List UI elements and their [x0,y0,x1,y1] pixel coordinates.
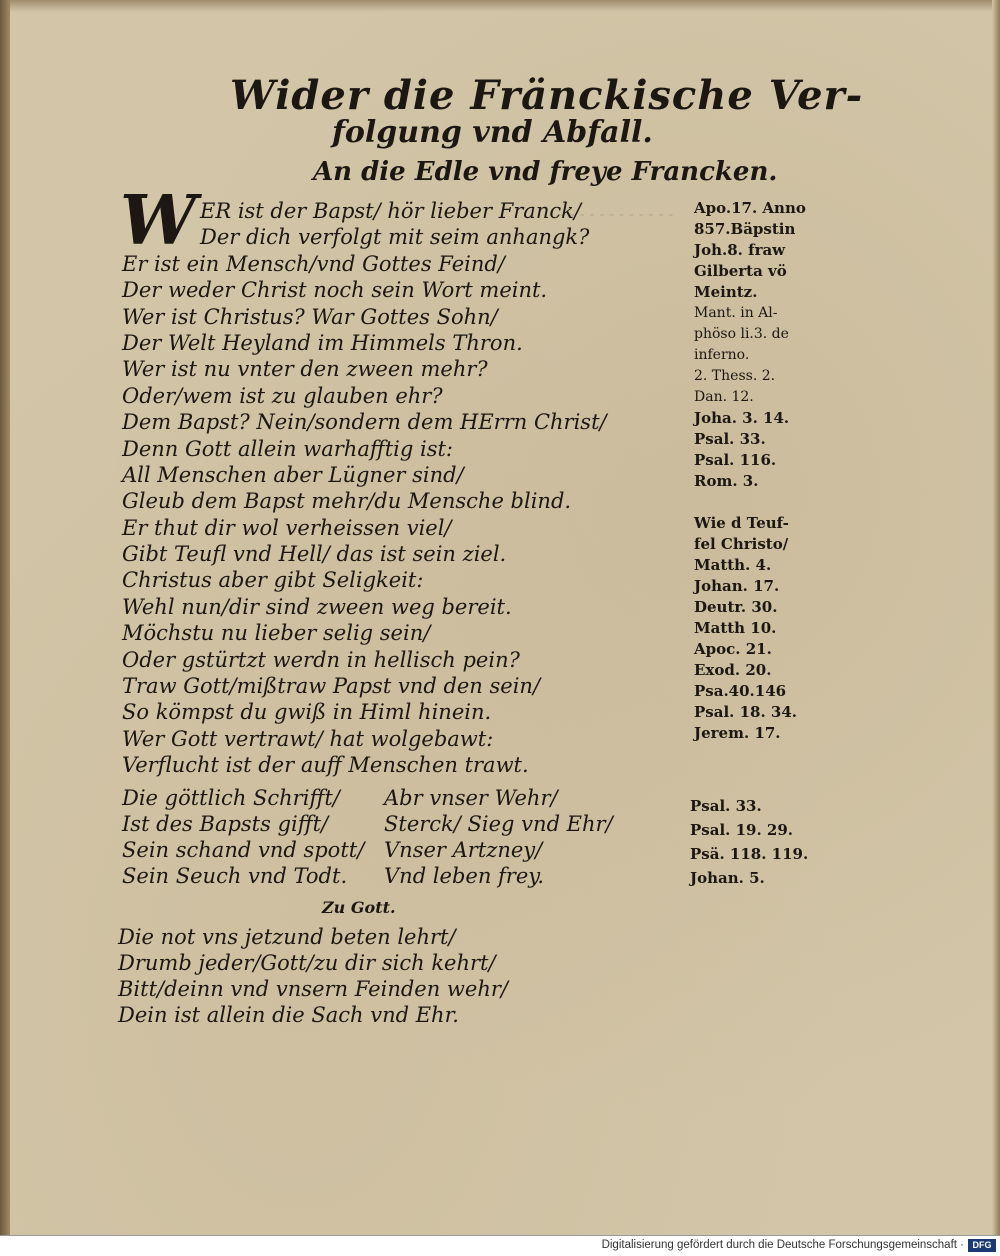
margin-notes-2 [690,794,820,890]
prayer-line: Dein ist allein die Sach vnd Ehr. [118,1003,459,1027]
verse-line: Gibt Teufl vnd Hell/ das ist sein ziel. [122,542,507,567]
verse-row [122,785,682,811]
verse-line: Traw Gott/mißtraw Papst vnd den sein/ [122,674,541,699]
margin-note: Wie d Teuf- [694,514,789,532]
verse-right: Vnser Artzney/ [384,838,543,862]
margin-note: Meintz. [694,283,758,301]
verse-line: Oder gstürtzt werdn in hellisch pein? [122,647,520,672]
margin-note: Gilberta vö [694,262,787,280]
margin-note: inferno. [694,347,750,363]
margin-note: Joha. 3. 14. [694,409,790,427]
two-column-verse [122,785,682,889]
page-title-line-1: Wider die Fränckische Ver- [230,72,864,119]
margin-note [694,492,824,513]
verse-line: All Menschen aber Lügner sind/ [122,462,464,487]
prayer-line: Die not vns jetzund beten lehrt/ [118,925,456,949]
margin-note: Psä. 118. 119. [690,845,809,863]
margin-note: Deutr. 30. [694,598,778,616]
margin-notes [694,198,824,744]
page-subtitle: An die Edle vnd freye Francken. [313,157,778,187]
verse-line: Christus aber gibt Seligkeit: [122,568,424,593]
verse-line: Er thut dir wol verheissen viel/ [122,515,452,540]
verse-block [122,198,682,779]
margin-note: Exod. 20. [694,661,772,679]
margin-note: Psal. 33. [690,797,762,815]
verse-line: Wer Gott vertrawt/ hat wolgebawt: [122,726,494,751]
margin-note: Psal. 19. 29. [690,821,794,839]
margin-note: Mant. in Al- [694,305,778,321]
verse-right: Abr vnser Wehr/ [384,786,558,810]
margin-note: Psal. 18. 34. [694,703,798,721]
bleed-through-text: - - - - - - - - - - - - [560,205,674,223]
verse-right: Sterck/ Sieg vnd Ehr/ [384,812,613,836]
page-title-line-2: folgung vnd Abfall. [332,115,653,150]
verse-left: Sein Seuch vnd Todt. [122,864,348,888]
funding-notice: Digitalisierung gefördert durch die Deutsche Forschungsgemeinschaft · [601,1239,964,1251]
dfg-logo: DFG [968,1239,996,1252]
verse-left: Ist des Bapsts gifft/ [122,812,329,836]
margin-note: Psa.40.146 [694,682,787,700]
verse-line: Der Welt Heyland im Himmels Thron. [122,330,523,355]
drop-capital: W [120,181,197,261]
margin-note: phöso li.3. de [694,326,789,342]
verse-line: Möchstu nu lieber selig sein/ [122,621,431,646]
verse-right: Vnd leben frey. [384,864,545,888]
margin-note: Johan. 5. [690,869,765,887]
verse-line: Wer ist Christus? War Gottes Sohn/ [122,304,498,329]
margin-note: Psal. 116. [694,451,777,469]
verse-line: Dem Bapst? Nein/sondern dem HErrn Christ/ [122,410,607,435]
margin-note: Matth 10. [694,619,777,637]
margin-note: Dan. 12. [694,389,754,405]
verse-line: Der dich verfolgt mit seim anhangk? [200,225,590,250]
page-right-edge [992,0,1000,1235]
prayer-block [118,924,638,1028]
prayer-heading: Zu Gott. [322,898,396,917]
verse-left: Sein schand vnd spott/ [122,838,365,862]
margin-note: Apoc. 21. [694,640,772,658]
prayer-line: Drumb jeder/Gott/zu dir sich kehrt/ [118,951,496,975]
margin-note: fel Christo/ [694,535,789,553]
margin-note: Johan. 17. [694,577,780,595]
margin-note: 2. Thess. 2. [694,368,776,384]
margin-note: 857.Bäpstin [694,220,796,238]
footer-bar [0,1235,1000,1256]
prayer-line: Bitt/deinn vnd vnsern Feinden wehr/ [118,977,508,1001]
verse-line: So kömpst du gwiß in Himl hinein. [122,700,492,725]
margin-note: Psal. 33. [694,430,766,448]
verse-row [122,837,682,863]
verse-line: Wer ist nu vnter den zween mehr? [122,357,488,382]
verse-line: Oder/wem ist zu glauben ehr? [122,383,443,408]
verse-line: Wehl nun/dir sind zween weg bereit. [122,594,512,619]
verse-left: Die göttlich Schrifft/ [122,786,340,810]
margin-note: Rom. 3. [694,472,759,490]
margin-note: Matth. 4. [694,556,772,574]
verse-row [122,811,682,837]
verse-line: Verflucht ist der auff Menschen trawt. [122,753,529,778]
verse-line: Er ist ein Mensch/vnd Gottes Feind/ [122,251,505,276]
verse-row [122,863,682,889]
page-top-edge [10,0,1000,12]
verse-line: Der weder Christ noch sein Wort meint. [122,278,548,303]
margin-note: Apo.17. Anno [694,199,806,217]
margin-note: Joh.8. fraw [694,241,786,259]
margin-note: Jerem. 17. [694,724,781,742]
verse-line: ER ist der Bapst/ hör lieber Franck/ [200,199,581,223]
verse-line: Gleub dem Bapst mehr/du Mensche blind. [122,489,572,514]
book-binding [0,0,10,1235]
verse-line: Denn Gott allein warhafftig ist: [122,436,453,461]
